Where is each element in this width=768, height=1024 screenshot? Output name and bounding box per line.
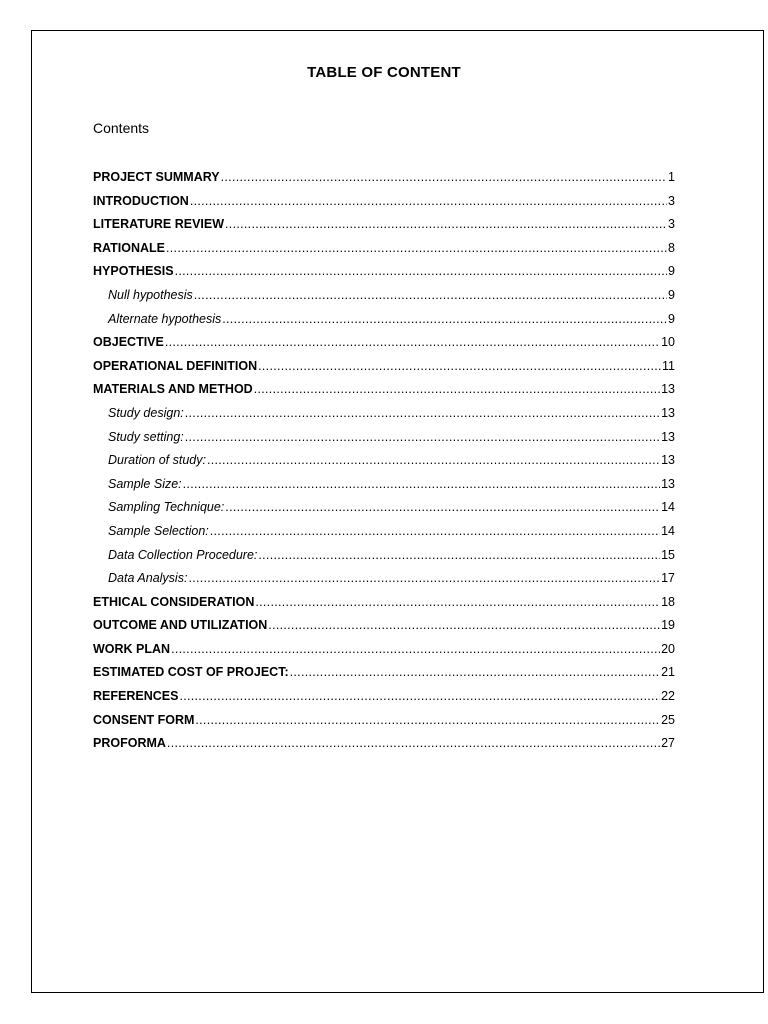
toc-dot-leader [255, 595, 660, 609]
toc-entry-label: Study setting: [108, 429, 184, 444]
toc-entry-label: LITERATURE REVIEW [93, 217, 225, 232]
toc-entry-label: HYPOTHESIS [93, 264, 174, 279]
toc-subentry[interactable] [93, 430, 675, 454]
toc-page-number: 8 [668, 240, 675, 255]
toc-dot-leader [179, 689, 660, 703]
toc-entry-label: REFERENCES [93, 689, 179, 704]
toc-entry[interactable] [93, 689, 675, 713]
toc-page-number: 3 [668, 193, 675, 208]
toc-dot-leader [258, 548, 660, 562]
toc-subentry[interactable] [93, 453, 675, 477]
toc-page-number: 9 [668, 311, 675, 326]
toc-entry[interactable] [93, 618, 675, 642]
toc-entry[interactable] [93, 736, 675, 760]
toc-entry-label: PROJECT SUMMARY [93, 170, 220, 184]
toc-subentry[interactable] [93, 312, 675, 336]
toc-page-number: 3 [668, 217, 675, 232]
toc-entry-label: Study design: [108, 405, 184, 420]
toc-entry-label: Sampling Technique: [108, 500, 225, 515]
toc-page-number: 14 [661, 523, 675, 538]
toc-page-number: 17 [661, 571, 675, 586]
toc-page-number: 14 [661, 500, 675, 515]
toc-page-number: 15 [661, 547, 675, 562]
toc-dot-leader [194, 288, 667, 302]
toc-entry-label: Sample Size: [108, 476, 182, 491]
toc-page-number: 27 [661, 736, 675, 751]
toc-entry-label: Alternate hypothesis [108, 311, 222, 326]
toc-dot-leader [167, 736, 660, 750]
toc-page-number: 1 [668, 170, 675, 184]
toc-entry-label: ESTIMATED COST OF PROJECT: [93, 665, 289, 680]
toc-dot-leader [175, 264, 667, 278]
contents-heading: Contents [93, 120, 150, 136]
toc-subentry[interactable] [93, 571, 675, 595]
toc-dot-leader [165, 335, 660, 349]
toc-page-number: 21 [661, 665, 675, 680]
toc-entry-label: OUTCOME AND UTILIZATION [93, 618, 268, 633]
toc-subentry[interactable] [93, 288, 675, 312]
toc-entry-label: WORK PLAN [93, 641, 171, 656]
toc-subentry[interactable] [93, 500, 675, 524]
toc-entry-label: Null hypothesis [108, 287, 193, 302]
toc-subentry[interactable] [93, 406, 675, 430]
toc-page-number: 13 [661, 453, 675, 468]
toc-dot-leader [207, 453, 660, 467]
toc-entry-label: RATIONALE [93, 240, 165, 255]
toc-page-number: 18 [661, 594, 675, 609]
toc-entry[interactable] [93, 335, 675, 359]
toc-entry-label: ETHICAL CONSIDERATION [93, 594, 255, 609]
toc-page-number: 11 [662, 358, 675, 373]
toc-entry-label: INTRODUCTION [93, 193, 189, 208]
toc-dot-leader [190, 194, 667, 208]
toc-subentry[interactable] [93, 477, 675, 501]
toc-entry[interactable] [93, 665, 675, 689]
toc-entry[interactable] [93, 595, 675, 619]
toc-dot-leader [188, 571, 660, 585]
toc-dot-leader [225, 500, 660, 514]
toc-dot-leader [222, 312, 667, 326]
toc-dot-leader [195, 713, 660, 727]
toc-dot-leader [166, 241, 667, 255]
toc-entry-label: OBJECTIVE [93, 335, 164, 350]
toc-dot-leader [210, 524, 660, 538]
toc-dot-leader [268, 618, 660, 632]
toc-entry[interactable] [93, 194, 675, 218]
toc-entry[interactable] [93, 713, 675, 737]
toc-dot-leader [258, 359, 661, 373]
table-of-contents [93, 170, 675, 760]
page-title: TABLE OF CONTENT [307, 64, 461, 81]
toc-entry[interactable] [93, 217, 675, 241]
toc-dot-leader [221, 170, 667, 184]
toc-dot-leader [254, 382, 660, 396]
toc-entry-label: Sample Selection: [108, 523, 209, 538]
toc-page-number: 13 [661, 429, 675, 444]
toc-entry[interactable] [93, 359, 675, 383]
toc-entry-label: OPERATIONAL DEFINITION [93, 358, 258, 373]
toc-entry-label: Duration of study: [108, 453, 206, 468]
toc-entry-label: MATERIALS AND METHOD [93, 382, 253, 397]
toc-dot-leader [185, 406, 660, 420]
toc-page-number: 13 [661, 382, 675, 397]
toc-entry[interactable] [93, 264, 675, 288]
toc-entry[interactable] [93, 241, 675, 265]
toc-entry-label: CONSENT FORM [93, 712, 195, 727]
toc-page-number: 13 [661, 476, 675, 491]
toc-entry-label: Data Analysis: [108, 571, 188, 586]
toc-page-number: 19 [661, 618, 675, 633]
toc-page-number: 13 [661, 405, 675, 420]
toc-entry-label: Data Collection Procedure: [108, 547, 258, 562]
toc-entry[interactable] [93, 170, 675, 194]
toc-dot-leader [185, 430, 660, 444]
toc-page-number: 20 [661, 641, 675, 656]
toc-subentry[interactable] [93, 524, 675, 548]
toc-page-number: 9 [668, 264, 675, 279]
toc-page-number: 9 [668, 287, 675, 302]
toc-page-number: 25 [661, 712, 675, 727]
toc-entry[interactable] [93, 382, 675, 406]
toc-page-number: 10 [661, 335, 675, 350]
toc-page-number: 22 [661, 689, 675, 704]
toc-dot-leader [183, 477, 660, 491]
toc-subentry[interactable] [93, 548, 675, 572]
toc-entry-label: PROFORMA [93, 736, 166, 751]
toc-dot-leader [171, 642, 660, 656]
toc-dot-leader [225, 217, 667, 231]
toc-dot-leader [290, 665, 660, 679]
toc-entry[interactable] [93, 642, 675, 666]
